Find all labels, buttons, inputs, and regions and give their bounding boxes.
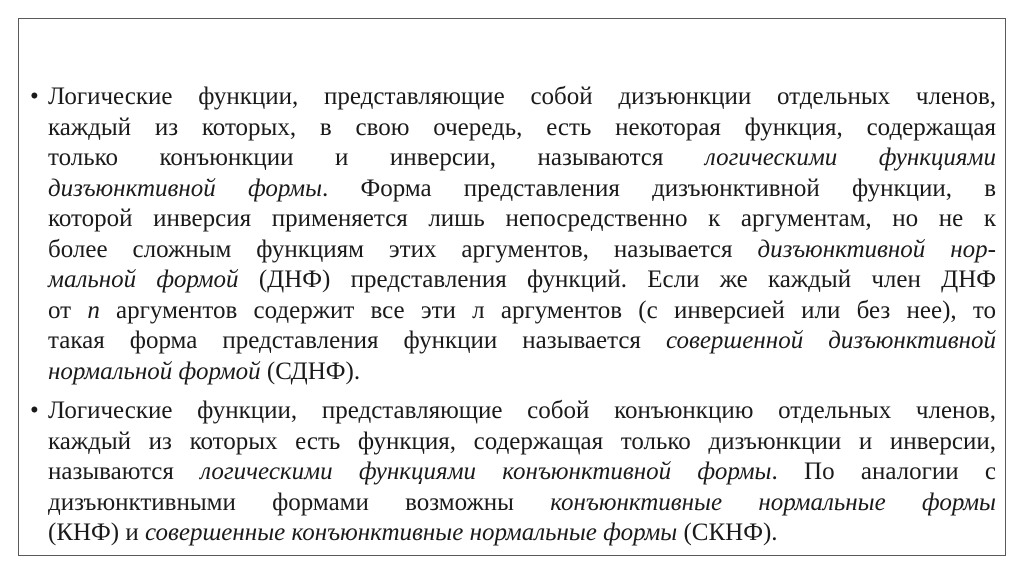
term-italic: n <box>87 296 100 324</box>
text-run: (КНФ) и <box>48 519 146 546</box>
bullet-item-1 <box>30 82 996 387</box>
text-line <box>48 82 996 113</box>
text-run: которой инверсия применяется лишь непосредственно к аргументам, но не к <box>48 205 996 232</box>
term-italic: логическими функциями <box>704 144 996 171</box>
text-line <box>48 113 996 144</box>
text-run: (ДНФ) представления функций. Если же каждый член ДНФ <box>238 266 997 293</box>
text-run: Логические функции, представляющие собой конъюнкцию отдельных членов, <box>48 397 996 424</box>
text-line <box>48 204 996 235</box>
bullet-list <box>30 82 996 558</box>
bullet-marker: • <box>30 397 39 424</box>
text-line <box>48 357 996 388</box>
text-line <box>48 326 996 357</box>
text-run: такая форма представления функции называется <box>48 327 666 354</box>
term-italic: совершенные конъюнктивные нормальные формы <box>145 519 678 546</box>
text-run: Логические функции, представляющие собой дизъюнкции отдельных членов, <box>48 83 996 110</box>
text-run: . По аналогии с <box>771 458 996 485</box>
term-italic: дизъюнктивной нор- <box>757 235 996 263</box>
bullet-marker: • <box>30 83 39 110</box>
paragraph-dnf <box>48 82 996 387</box>
term-italic: мальной формой <box>48 266 239 293</box>
text-line <box>48 488 996 519</box>
text-run: каждый из которых есть функция, содержащая только дизъюнкции и инверсии, <box>48 427 996 455</box>
text-run: (СДНФ). <box>260 357 361 385</box>
text-run: каждый из которых, в свою очередь, есть некоторая функция, содержащая <box>48 113 996 141</box>
text-run: называются <box>48 458 201 485</box>
text-line <box>48 235 996 266</box>
text-run: дизъюнктивными формами возможны <box>48 488 551 516</box>
text-run: только конъюнкции и инверсии, называются <box>48 144 705 171</box>
text-line <box>48 457 996 488</box>
text-line <box>48 396 996 427</box>
term-italic: дизъюнктивной формы <box>48 174 323 202</box>
text-run: . Форма представления дизъюнктивной функции, в <box>322 174 996 202</box>
text-run: более сложным функциям этих аргументов, называется <box>48 235 758 263</box>
text-line <box>48 143 996 174</box>
text-run: от <box>48 296 88 324</box>
term-italic: конъюнктивные нормальные формы <box>550 488 996 516</box>
term-italic: нормальной формой <box>48 357 261 385</box>
text-line <box>48 296 996 327</box>
term-italic: совершенной дизъюнктивной <box>666 327 996 354</box>
text-run: аргументов содержит все эти л аргументов (с инверсией или без нее), то <box>99 296 996 324</box>
text-run: (СКНФ). <box>677 519 778 546</box>
term-italic: логическими функциями конъюнктивной формы <box>200 458 772 485</box>
text-line <box>48 174 996 205</box>
text-line <box>48 427 996 458</box>
text-line <box>48 265 996 296</box>
text-line <box>48 518 996 549</box>
paragraph-knf <box>48 396 996 549</box>
bullet-item-2 <box>30 396 996 549</box>
